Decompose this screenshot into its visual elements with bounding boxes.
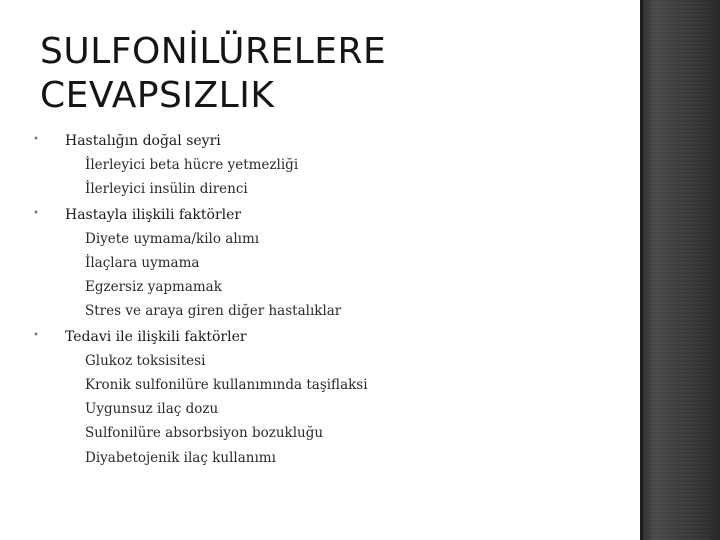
list-item-label: Diyete uymama/kilo alımı	[85, 231, 260, 247]
sidebar-edge	[640, 0, 643, 540]
list-item-label: Kronik sulfonilüre kullanımında taşiflaksi	[85, 377, 368, 393]
slide-title-line-2: CEVAPSIZLIK	[40, 75, 275, 116]
arrow-bullet-icon	[65, 256, 77, 268]
slide-title	[40, 30, 386, 118]
arrow-bullet-icon	[65, 402, 77, 414]
list-item-label: Uygunsuz ilaç dozu	[85, 401, 219, 417]
list-item-label: İlerleyici insülin direnci	[85, 181, 248, 197]
arrow-bullet-icon	[65, 158, 77, 170]
list-item	[85, 353, 205, 369]
slide-title-line-1: SULFONİLÜRELERE	[40, 31, 387, 72]
sidebar-texture	[650, 0, 710, 540]
list-item	[85, 181, 248, 197]
section-tedavi-ile-iliskili-faktorler	[33, 329, 247, 345]
section-hastaligin-dogal-seyri	[33, 133, 221, 149]
section-label: Hastayla ilişkili faktörler	[65, 207, 242, 223]
list-item-label: İlerleyici beta hücre yetmezliği	[85, 157, 299, 173]
arrow-bullet-icon	[65, 232, 77, 244]
arrow-bullet-icon	[65, 280, 77, 292]
arrow-bullet-icon	[65, 378, 77, 390]
list-item	[85, 231, 259, 247]
section-label: Tedavi ile ilişkili faktörler	[65, 329, 247, 345]
list-item	[85, 401, 218, 417]
arrow-bullet-icon	[65, 426, 77, 438]
decorative-sidebar	[640, 0, 720, 540]
list-item	[85, 157, 298, 173]
arrow-bullet-icon	[65, 304, 77, 316]
list-item-label: Sulfonilüre absorbsiyon bozukluğu	[85, 425, 324, 441]
section-label: Hastalığın doğal seyri	[65, 133, 221, 149]
bullet-dot-icon: •	[33, 134, 39, 145]
list-item	[85, 255, 199, 271]
list-item-label: Diyabetojenik ilaç kullanımı	[85, 450, 276, 466]
bullet-dot-icon: •	[33, 208, 39, 219]
bullet-dot-icon: •	[33, 330, 39, 341]
list-item	[85, 450, 276, 466]
list-item-label: İlaçlara uymama	[85, 255, 200, 271]
list-item-label: Stres ve araya giren diğer hastalıklar	[85, 303, 342, 319]
list-item	[85, 425, 323, 441]
list-item-label: Glukoz toksisitesi	[85, 353, 206, 369]
arrow-bullet-icon	[65, 182, 77, 194]
section-hastayla-iliskili-faktorler	[33, 207, 242, 223]
list-item	[85, 377, 368, 393]
list-item	[85, 279, 222, 295]
arrow-bullet-icon	[65, 354, 77, 366]
arrow-bullet-icon	[65, 451, 77, 463]
list-item	[85, 303, 341, 319]
list-item-label: Egzersiz yapmamak	[85, 279, 222, 295]
